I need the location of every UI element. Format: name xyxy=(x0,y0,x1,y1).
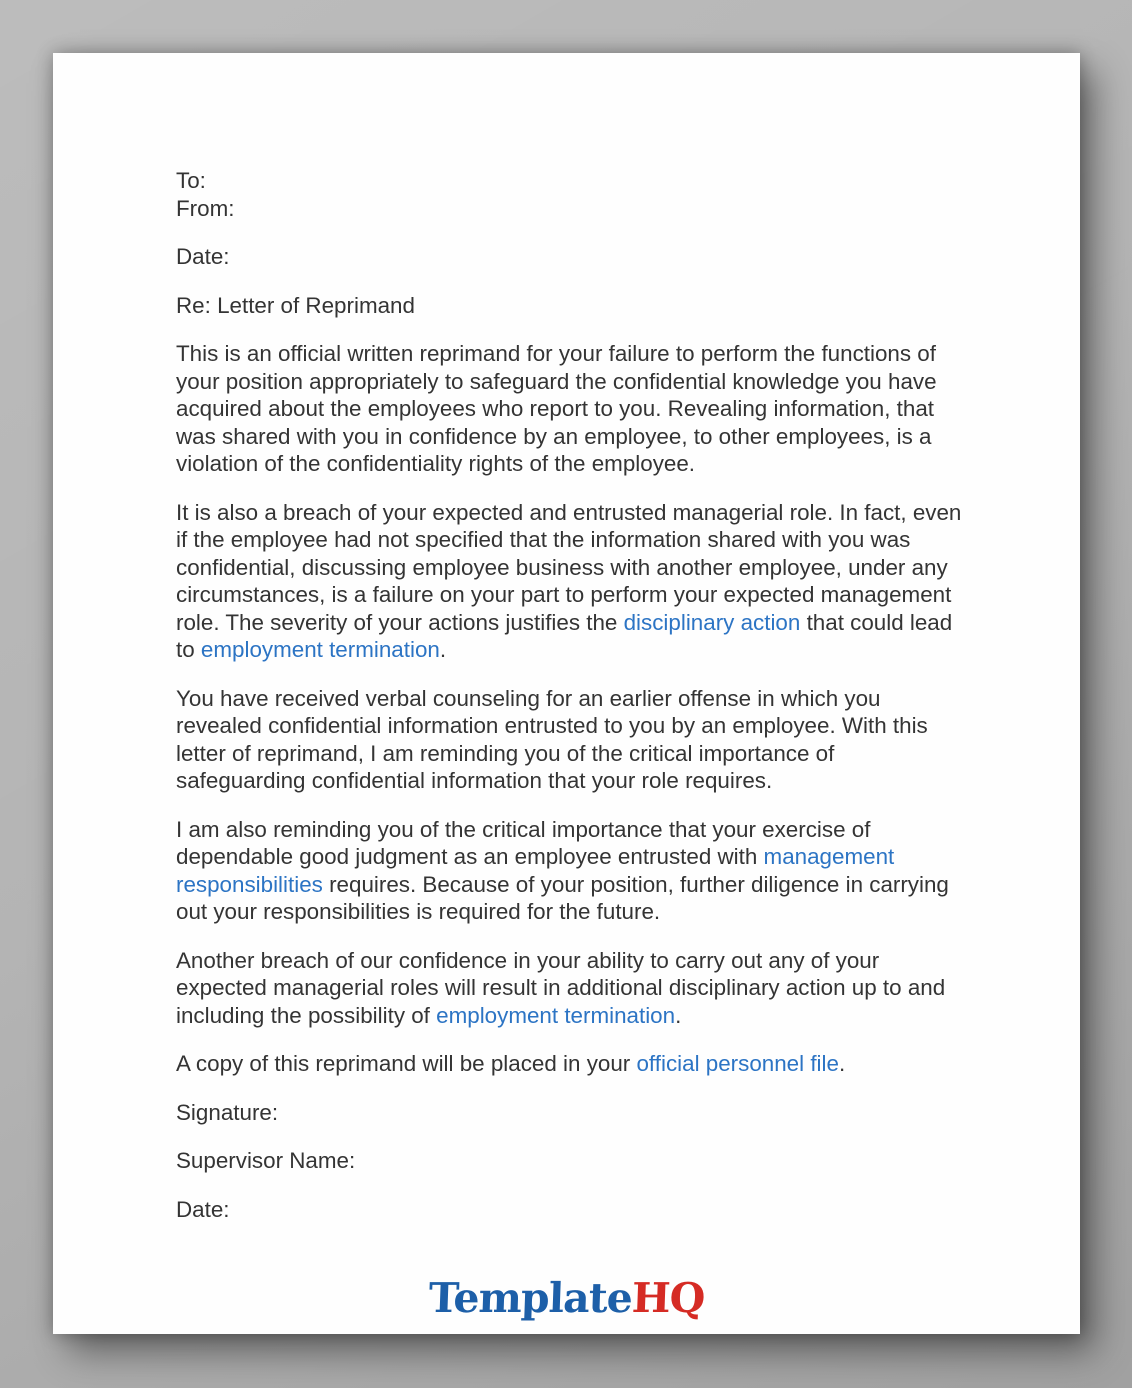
inline-link[interactable]: management responsibilities xyxy=(176,844,895,897)
letter-paragraph xyxy=(176,499,968,664)
paragraph-text: This is an official written reprimand for your failure to perform the functions of your position appropriately to safeguard the confidential knowledge you have acquired about the employees who report to you. Revealing information, that was shared with you in confidence by an employee, to other employees, is a violation of the confidentiality rights of the employee. xyxy=(176,341,937,476)
paragraph-text: . xyxy=(838,1051,846,1076)
letter-body xyxy=(176,340,968,1078)
brand-name-primary: Template xyxy=(427,1274,633,1322)
paragraph-text: Another breach of our confidence in your ability to carry out any of your expected managerial roles will result in additional disciplinary action up to and including the possibility of xyxy=(176,947,946,1028)
inline-link[interactable]: official personnel file xyxy=(636,1051,839,1076)
brand-logo xyxy=(52,1274,1081,1322)
from-field: From: xyxy=(176,195,235,221)
inline-link[interactable]: employment termination xyxy=(436,1002,676,1028)
supervisor-name-field: Supervisor Name: xyxy=(176,1148,356,1173)
recipient-block xyxy=(176,167,968,222)
letter-paragraph xyxy=(176,685,968,795)
letter-paragraph xyxy=(176,340,968,478)
date-field: Date: xyxy=(176,244,230,269)
paragraph-text: I am also reminding you of the critical importance that your exercise of dependable good judgment as an employee entrusted with xyxy=(176,816,871,869)
closing-date-field: Date: xyxy=(176,1196,230,1222)
letter-page xyxy=(53,53,1080,1334)
inline-link[interactable]: disciplinary action xyxy=(623,609,801,635)
paragraph-text: that could lead to xyxy=(176,609,953,662)
to-field: To: xyxy=(176,168,206,193)
paragraph-text: You have received verbal counseling for an earlier offense in which you revealed confidential information entrusted to you by an employee. With this letter of reprimand, I am reminding you of the critical importance of safeguarding confidential information that your role requires. xyxy=(176,685,928,793)
letter-paragraph xyxy=(176,816,968,926)
letter-content xyxy=(176,167,968,1244)
paragraph-text: . xyxy=(439,637,447,662)
paragraph-text: . xyxy=(675,1002,682,1028)
inline-link[interactable]: employment termination xyxy=(200,637,440,662)
paragraph-text: A copy of this reprimand will be placed in your xyxy=(176,1051,637,1076)
letter-paragraph xyxy=(176,947,968,1030)
paragraph-text: requires. Because of your position, further diligence in carrying out your responsibilities is required for the future. xyxy=(176,871,949,924)
paragraph-text: It is also a breach of your expected and entrusted managerial role. In fact, even if the employee had not specified that the information shared with you was confidential, discussing employee business with another employee, under any circumstances, is a failure on your part to perform your expected management role. The severity of your actions justifies the xyxy=(176,499,962,635)
signature-field: Signature: xyxy=(176,1099,279,1125)
letter-paragraph xyxy=(176,1050,968,1078)
brand-name-secondary: HQ xyxy=(630,1274,706,1322)
subject-line: Re: Letter of Reprimand xyxy=(176,292,415,318)
